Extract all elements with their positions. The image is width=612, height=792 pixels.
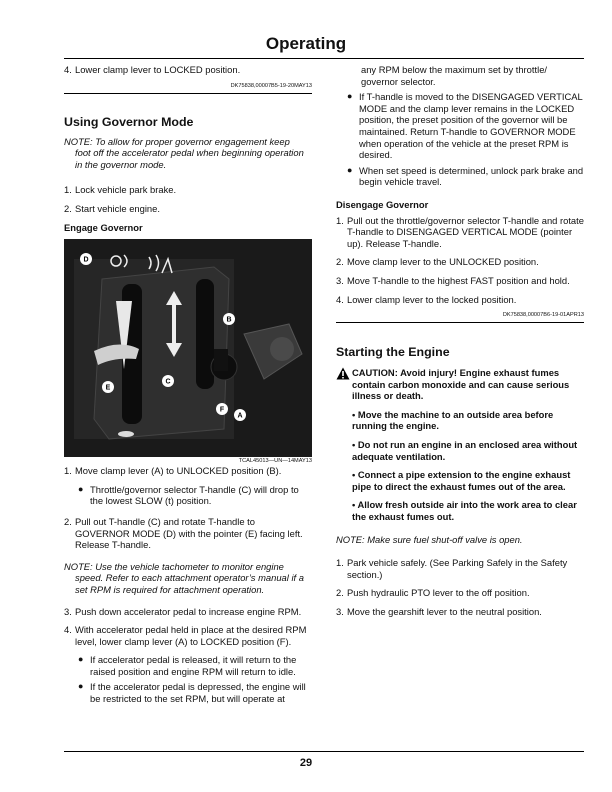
step-text: Move clamp lever to the UNLOCKED position. bbox=[347, 256, 539, 268]
step-text: Pull out the throttle/governor selector T-handle and rotate T-handle to DISENGAGED VERTICAL MODE (pointer up). Release T-handle. bbox=[347, 214, 584, 249]
reference-code: DK75838,00007B5-19-20MAY13 bbox=[230, 82, 312, 89]
caution-item: • Connect a pipe extension to the engine exhaust pipe to direct the exhaust fumes out of the area. bbox=[352, 469, 571, 492]
step-number: 4. bbox=[64, 64, 72, 75]
step-text: Move T-handle to the highest FAST position and hold. bbox=[347, 274, 570, 286]
bullet-text: When set speed is determined, unlock park brake and begin vehicle travel. bbox=[359, 164, 584, 188]
start-step-3 bbox=[336, 606, 584, 618]
label-f: F bbox=[219, 406, 225, 414]
step-number: 4. bbox=[336, 293, 344, 305]
label-e: E bbox=[105, 384, 111, 392]
governor-figure bbox=[64, 239, 312, 457]
bullet-throttle-drop: ● Throttle/governor selector T-handle (C) will drop to the lowest SLOW (t) position. bbox=[78, 484, 312, 507]
step-number: 1. bbox=[64, 465, 72, 477]
note-governor bbox=[64, 136, 312, 171]
page-number: 29 bbox=[299, 757, 313, 769]
label-c: C bbox=[165, 378, 171, 386]
disengage-step-3 bbox=[336, 275, 584, 287]
bullet-text: If accelerator pedal is released, it will return to the raised position and engine RPM will return to idle. bbox=[90, 654, 297, 677]
bullet-disengaged-mode: ● If T-handle is moved to the DISENGAGED VERTICAL MODE and the clamp lever remains in the LOCKED position, the preset position of the governor will be maintained. Return T-handle to GOVERNOR MODE when operation of the vehicle at the preset RPM is desired. bbox=[347, 91, 583, 161]
bullet-text: Throttle/governor selector T-handle (C) will drop to the lowest SLOW (t) position. bbox=[90, 483, 299, 507]
footer-rule bbox=[64, 751, 584, 752]
step-number: 3. bbox=[64, 605, 72, 617]
subsection-disengage: Disengage Governor bbox=[336, 198, 429, 210]
caution-heading: CAUTION: Avoid injury! Engine exhaust fumes contain carbon monoxide and can cause serious illness or death. bbox=[352, 367, 570, 402]
step-text: Lower clamp lever to the locked position. bbox=[347, 293, 517, 305]
step-text: Push hydraulic PTO lever to the off position. bbox=[347, 587, 530, 599]
section-title-governor: Using Governor Mode bbox=[64, 114, 194, 129]
label-a: A bbox=[237, 412, 243, 420]
step-text: Move clamp lever (A) to UNLOCKED position (B). bbox=[75, 465, 282, 477]
warning-triangle-icon bbox=[336, 367, 352, 530]
note-first-line: NOTE: Use the vehicle tachometer to monitor engine bbox=[64, 560, 284, 572]
step-text: Lock vehicle park brake. bbox=[75, 184, 177, 196]
step-move-clamp bbox=[64, 465, 312, 477]
left-column bbox=[64, 64, 312, 709]
note-rest: foot off the accelerator pedal when beginning operation in the governor mode. bbox=[75, 147, 304, 170]
caution-item: • Do not run an engine in an enclosed area without adequate ventilation. bbox=[352, 439, 578, 462]
bullet-text: If T-handle is moved to the DISENGAGED VERTICAL MODE and the clamp lever remains in the LOCKED position, the preset position of the governor will be maintained. Return T-handle to GOVERNOR MODE when operation of the vehicle at the preset RPM is desired. bbox=[359, 91, 583, 161]
disengage-step-4 bbox=[336, 294, 584, 306]
reference-code: DK75838,00007B6-19-01APR13 bbox=[502, 312, 584, 319]
caution-item: • Allow fresh outside air into the work area to clear the exhaust fumes out. bbox=[352, 499, 577, 523]
bullet-set-speed: ● When set speed is determined, unlock park brake and begin vehicle travel. bbox=[347, 164, 584, 188]
step-number: 4. bbox=[64, 624, 72, 636]
continued-text: any RPM below the maximum set by throttle/ governor selector. bbox=[361, 64, 548, 87]
step-number: 3. bbox=[336, 606, 344, 617]
step-1 bbox=[64, 184, 312, 196]
section-rule bbox=[336, 322, 584, 323]
step-number: 1. bbox=[336, 214, 344, 226]
step-number: 3. bbox=[336, 274, 344, 286]
disengage-step-1 bbox=[336, 215, 584, 250]
note-tachometer bbox=[64, 561, 312, 596]
label-d: D bbox=[83, 256, 89, 264]
note-rest: speed. Refer to each attachment operator’s manual if a set RPM is required for attachment operation. bbox=[75, 572, 304, 595]
step-text: With accelerator pedal held in place at the desired RPM level, lower clamp lever (A) to LOCKED position (F). bbox=[75, 624, 307, 647]
step-number: 2. bbox=[336, 256, 344, 268]
label-b: B bbox=[226, 316, 232, 324]
step-text: Move the gearshift lever to the neutral position. bbox=[347, 606, 542, 617]
page-title: Operating bbox=[265, 34, 347, 53]
caution-block bbox=[336, 367, 584, 530]
bullet-text: If the accelerator pedal is depressed, the engine will be restricted to the set RPM, but will operate at bbox=[90, 681, 306, 705]
step-number: 2. bbox=[64, 515, 72, 527]
step-number: 2. bbox=[64, 202, 72, 214]
step-text: Start vehicle engine. bbox=[75, 202, 160, 214]
step-text: Pull out T-handle (C) and rotate T-handle to GOVERNOR MODE (D) with the pointer (E) facing left. Release T-handle. bbox=[75, 515, 303, 551]
step-number: 1. bbox=[64, 184, 72, 196]
disengage-step-2 bbox=[336, 256, 584, 268]
bullet-pedal-depressed: ● If the accelerator pedal is depressed, the engine will be restricted to the set RPM, but will operate at bbox=[78, 681, 312, 704]
governor-control-illustration bbox=[64, 239, 312, 457]
section-rule bbox=[64, 93, 312, 94]
subsection-engage: Engage Governor bbox=[64, 221, 143, 233]
step-text: Lower clamp lever to LOCKED position. bbox=[75, 64, 241, 75]
step-number: 1. bbox=[336, 557, 344, 569]
bullet-pedal-released: ● If accelerator pedal is released, it will return to the raised position and engine RPM will return to idle. bbox=[78, 654, 312, 677]
step-text: Push down accelerator pedal to increase engine RPM. bbox=[75, 605, 302, 617]
step-text: Park vehicle safely. (See Parking Safely in the Safety section.) bbox=[347, 557, 568, 580]
step-hold-pedal bbox=[64, 624, 312, 647]
caution-item: • Move the machine to an outside area before running the engine. bbox=[352, 408, 554, 432]
note-first-line: NOTE: To allow for proper governor engagement keep bbox=[64, 135, 290, 147]
right-column bbox=[336, 64, 584, 625]
note-fuel-valve: NOTE: Make sure fuel shut-off valve is open. bbox=[336, 533, 523, 545]
step-lower-clamp bbox=[64, 64, 312, 76]
section-title-starting: Starting the Engine bbox=[336, 345, 450, 360]
header-rule bbox=[64, 58, 584, 59]
step-2 bbox=[64, 203, 312, 215]
start-step-1 bbox=[336, 557, 584, 580]
step-rotate-handle bbox=[64, 516, 312, 551]
step-number: 2. bbox=[336, 587, 344, 599]
step-push-pedal bbox=[64, 606, 312, 618]
start-step-2 bbox=[336, 587, 584, 599]
figure-caption: TCAL45013—UN—14MAY13 bbox=[238, 458, 312, 465]
